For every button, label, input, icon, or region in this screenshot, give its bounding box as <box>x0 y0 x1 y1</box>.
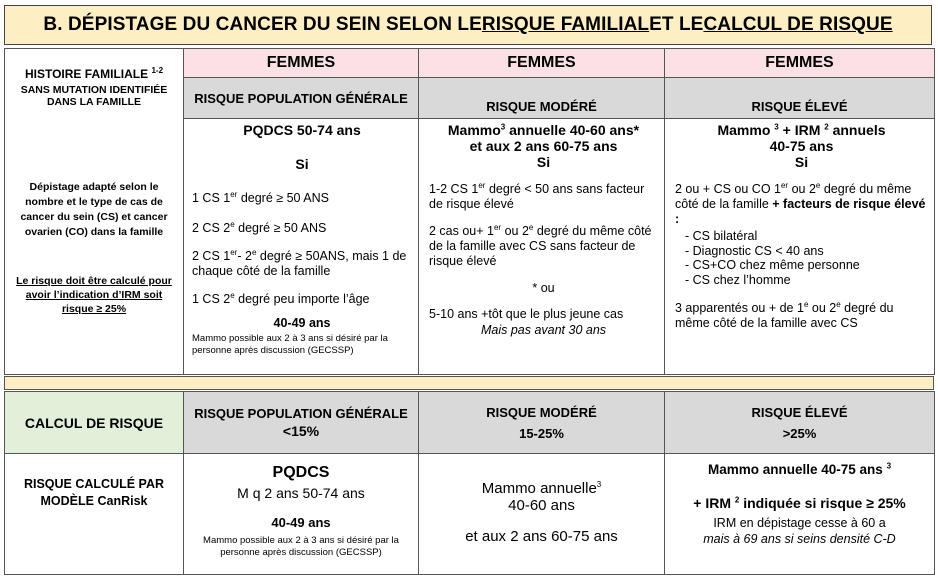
risk-calculation-table <box>4 391 935 575</box>
pqdcs-title: PQDCS <box>272 464 330 481</box>
moderate-criterion-3: 5-10 ans +tôt que le plus jeune cas <box>429 307 624 321</box>
list-item: - CS+CO chez même personne <box>685 258 928 273</box>
age-40-75: 40-75 ans <box>769 138 834 154</box>
header-risque-modere: RISQUE MODÉRÉ 15-25% <box>419 392 665 454</box>
calc-population-cell <box>184 454 419 575</box>
moderate-criterion-2: 2 cas ou+ 1er ou 2e degré du même côté de la famille avec CS sans facteur de risque élevé <box>429 222 652 268</box>
criterion-4: 1 CS 2e degré peu importe l’âge <box>192 290 370 306</box>
population-generale-cell <box>184 119 419 375</box>
mammo-annual-title: Mammo$^3$ annuelle 40-60 ans* <box>447 122 640 138</box>
age-40-49-note: Mammo possible aux 2 à 3 ans si désiré par la personne après discussion (GECSSP) <box>203 535 399 558</box>
si-label: Si <box>295 156 309 172</box>
family-history-cell <box>5 49 184 375</box>
femmes-header-3: FEMMES <box>665 49 935 78</box>
title-text-mid: ET LE <box>649 14 704 35</box>
criterion-1: 1 CS 1er degré ≥ 50 ANS <box>192 189 329 205</box>
family-history-description: Dépistage adapté selon le nombre et le type de cas de cancer du sein (CS) et cancer ovarien (CO) dans la famille <box>20 181 168 238</box>
family-history-subheading: SANS MUTATION IDENTIFIÉE DANS LA FAMILLE <box>20 84 168 108</box>
family-history-mri-note: Le risque doit être calculé pour avoir l’indication d’IRM soit risque ≥ 25% <box>16 275 172 315</box>
si-label: Si <box>536 154 551 170</box>
list-item: - CS bilatéral <box>685 229 928 244</box>
biennial-60-75: et aux 2 ans 60-75 ans <box>465 528 618 545</box>
subheader-risque-eleve: RISQUE ÉLEVÉ <box>665 78 935 119</box>
high-risk-factors-list <box>685 229 928 287</box>
femmes-header-2: FEMMES <box>419 49 665 78</box>
pqdcs-title: PQDCS 50-74 ans <box>243 122 361 138</box>
canrisk-label: RISQUE CALCULÉ PAR MODÈLE CanRisk <box>5 454 184 575</box>
mammo-biennial-title: et aux 2 ans 60-75 ans <box>469 138 618 154</box>
calcul-risque-label: CALCUL DE RISQUE <box>5 392 184 454</box>
si-label: Si <box>794 154 809 170</box>
femmes-header-1: FEMMES <box>184 49 419 78</box>
calc-high-cell <box>665 454 935 575</box>
header-risque-eleve: RISQUE ÉLEVÉ >25% <box>665 392 935 454</box>
title-risque-familial: RISQUE FAMILIAL <box>481 14 650 35</box>
mammo-annual: Mammo annuelle$^3$ <box>481 480 602 497</box>
section-separator <box>4 376 934 390</box>
criterion-2: 2 CS 2e degré ≥ 50 ANS <box>192 219 327 235</box>
mammo-annual-40-75: Mammo annuelle 40-75 ans $^3$ <box>707 461 892 477</box>
ou-label: * ou <box>532 281 555 295</box>
family-history-heading: HISTOIRE FAMILIALE $^{1-2}$ <box>24 66 164 81</box>
header-population-generale: RISQUE POPULATION GÉNÉRALE <15% <box>184 392 419 454</box>
age-40-49: 40-49 ans <box>271 515 331 530</box>
age-40-49-note: Mammo possible aux 2 à 3 ans si désiré par la personne après discussion (GECSSP) <box>192 333 388 356</box>
irm-stop-60: IRM en dépistage cesse à 60 a <box>713 516 886 530</box>
title-text: B. DÉPISTAGE DU CANCER DU SEIN SELON LE <box>43 14 482 35</box>
risque-eleve-cell <box>665 119 935 375</box>
criterion-3: 2 CS 1er- 2e degré ≥ 50ANS, mais 1 de chaque côté de la famille <box>192 247 407 278</box>
list-item: - CS chez l’homme <box>685 273 928 288</box>
high-risk-criterion-2: 3 apparentés ou + de 1e ou 2e degré du même côté de la famille avec CS <box>675 299 894 330</box>
mammo-biennial-50-74: M q 2 ans 50-74 ans <box>237 485 365 501</box>
subheader-risque-modere: RISQUE MODÉRÉ <box>419 78 665 119</box>
list-item: - Diagnostic CS < 40 ans <box>685 244 928 259</box>
irm-stop-69-note: mais à 69 ans si seins densité C-D <box>703 532 896 546</box>
subheader-risque-population: RISQUE POPULATION GÉNÉRALE <box>184 78 419 119</box>
age-40-60: 40-60 ans <box>508 497 575 514</box>
not-before-30-note: Mais pas avant 30 ans <box>480 323 607 337</box>
age-40-49: 40-49 ans <box>273 316 331 330</box>
irm-indication: + IRM $^2$ indiquée si risque ≥ 25% <box>693 495 906 511</box>
high-risk-criterion-1: 2 ou + CS ou CO 1er ou 2e degré du même côté de la famille + facteurs de risque élevé : <box>675 180 926 226</box>
family-history-table <box>4 48 935 375</box>
risque-modere-cell <box>419 119 665 375</box>
moderate-criterion-1: 1-2 CS 1er degré < 50 ans sans facteur de risque élevé <box>429 180 645 211</box>
title-calcul-risque: CALCUL DE RISQUE <box>703 14 893 35</box>
page-title <box>4 5 932 45</box>
mammo-irm-title: Mammo $^3$ + IRM $^2$ annuels <box>717 122 886 138</box>
calc-moderate-cell <box>419 454 665 575</box>
